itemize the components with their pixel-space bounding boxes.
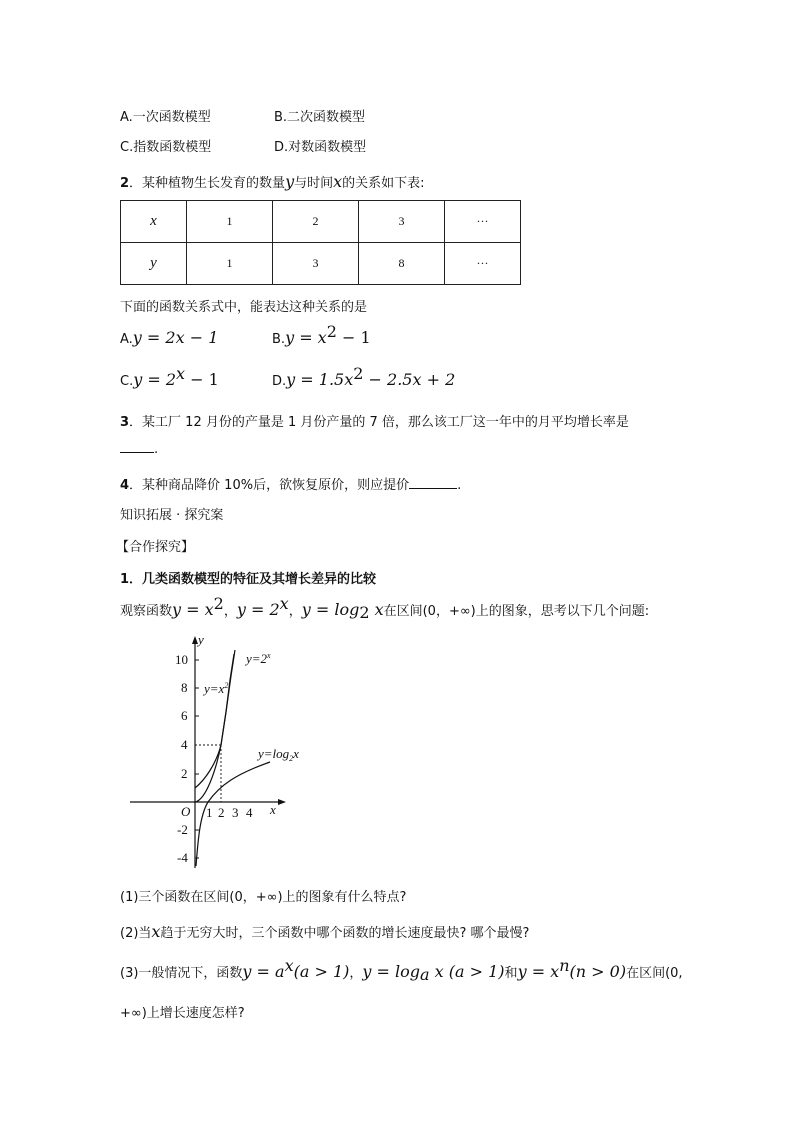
q2-option-d: $D.y = 1.5x^2 - 2.5x + 2$ — [272, 364, 456, 389]
section-title: 知识拓展 · 探究案 — [120, 508, 224, 523]
q3-stem: 3．某工厂 12 月份的产量是 1 月份产量的 7 倍，那么该工厂这一年中的月平均增长率是 — [120, 415, 629, 430]
table-cell: 3 — [359, 201, 445, 243]
discussion-q2: (2)当x趋于无穷大时，三个函数中哪个函数的增长速度最快? 哪个最慢? — [120, 922, 530, 941]
table-cell: 1 — [187, 201, 273, 243]
x-tick-label: 3 — [232, 805, 239, 820]
x-tick-label: 1 — [206, 805, 213, 820]
q2-option-a: A.y = 2x − 1 — [120, 328, 219, 347]
q3-answer-line: . — [120, 440, 158, 457]
q3-number: 3 — [120, 415, 130, 430]
x-axis-arrow — [278, 799, 286, 805]
origin-label: O — [181, 804, 191, 819]
prev-option-a: A.一次函数模型 — [120, 110, 211, 125]
observe-line: 观察函数$y = x^2$，$y = 2^x$，$y = \log_2 x$在区间(0，+∞)上的图象，思考以下几个问题: — [120, 594, 650, 622]
table-cell: ··· — [445, 243, 521, 285]
discussion-q1: (1)三个函数在区间(0，+∞)上的图象有什么特点? — [120, 890, 407, 905]
table-cell: ··· — [445, 201, 521, 243]
x-tick-label: 2 — [218, 805, 225, 820]
function-graph — [120, 630, 300, 875]
q2-number: 2 — [120, 176, 130, 191]
label-exponential: $y=2^x$ — [246, 651, 271, 666]
section-subtitle: 【合作探究】 — [116, 540, 195, 555]
answer-blank[interactable] — [409, 476, 457, 489]
q2-data-table — [120, 200, 521, 285]
y-tick-label: 10 — [175, 652, 188, 667]
q4-stem: 4．某种商品降价 10%后，欲恢复原价，则应提价 . — [120, 478, 462, 493]
q2-stem: 2．某种植物生长发育的数量y与时间x的关系如下表: — [120, 172, 425, 191]
y-tick-label: 8 — [181, 680, 188, 695]
y-tick-label: -2 — [177, 822, 188, 837]
x-tick-label: 4 — [246, 805, 253, 820]
y-tick-label: -4 — [177, 850, 188, 865]
table-head-y: y — [121, 243, 187, 285]
x-axis-label: x — [270, 802, 276, 817]
table-cell: 1 — [187, 243, 273, 285]
prev-option-b: B.二次函数模型 — [274, 110, 366, 125]
table-cell: 8 — [359, 243, 445, 285]
prev-option-c: C.指数函数模型 — [120, 140, 212, 155]
q2-option-b: $B.y = x^2 - 1$ — [272, 322, 371, 347]
y-tick-label: 2 — [181, 766, 188, 781]
q2-prompt: 下面的函数关系式中，能表达这种关系的是 — [120, 300, 368, 315]
prev-option-d: D.对数函数模型 — [274, 140, 367, 155]
discussion-q3-continued: +∞)上增长速度怎样? — [120, 1006, 245, 1021]
table-cell: 3 — [273, 243, 359, 285]
label-log: $y=\log_2x$ — [258, 746, 299, 763]
topic-heading: 1．几类函数模型的特征及其增长差异的比较 — [120, 572, 377, 587]
curve-square — [195, 654, 234, 802]
label-square: $y=x^2$ — [204, 681, 229, 696]
table-cell: 2 — [273, 201, 359, 243]
q4-number: 4 — [120, 478, 130, 493]
answer-blank[interactable] — [120, 440, 154, 453]
table-head-x: x — [121, 201, 187, 243]
table-row-y — [121, 243, 521, 285]
discussion-q3: (3)一般情况下，函数$y = a^x(a > 1)$，$y = \log_a x$ (a > 1)和$y = x^n(n > 0)$在区间(0, — [120, 956, 683, 984]
y-tick-label: 4 — [181, 737, 188, 752]
y-axis-label: y — [198, 632, 204, 647]
y-tick-label: 6 — [181, 708, 188, 723]
q2-option-c: $C.y = 2^x - 1$ — [120, 364, 219, 389]
table-row-x — [121, 201, 521, 243]
